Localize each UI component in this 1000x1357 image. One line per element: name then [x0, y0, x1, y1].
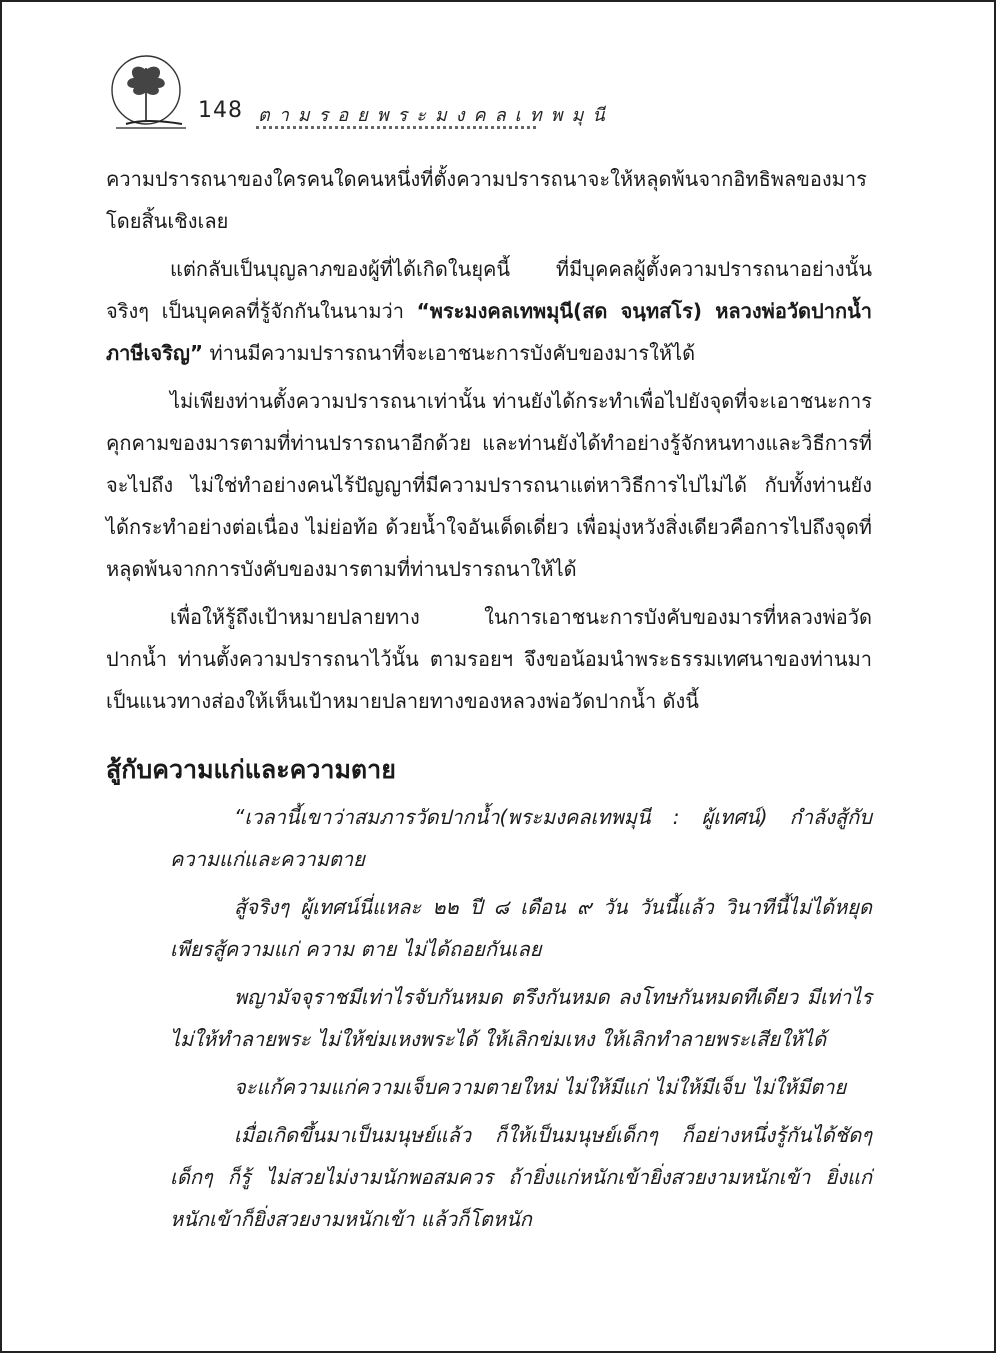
section-heading: สู้กับความแก่และความตาย — [106, 755, 396, 784]
paragraph-2-text-a: แต่กลับเป็นบุญลาภของผู้ที่ได้เกิดในยุคนี้ ที่มีบุคคลผู้ตั้งความปรารถนาอย่างนั้นจริงๆ เป็นบุคคลที่รู้จักกันในนามว่า — [106, 257, 872, 323]
paragraph-2-text-b: ท่านมีความปรารถนาที่จะเอาชนะการบังคับของมารให้ได้ — [203, 341, 696, 365]
quote-paragraph-3: พญามัจจุราชมีเท่าไรจับกันหมด ตรึงกันหมด ลงโทษกันหมดทีเดียว มีเท่าไรไม่ให้ทำลายพระ ไม่ให้ข่มเหงพระได้ ให้เลิกข่มเหง ให้เลิกทำลายพระเสียให้ได้ — [170, 985, 872, 1051]
page-number: 148 — [198, 98, 243, 123]
running-title: ตามรอยพระมงคลเทพมุนี — [258, 105, 614, 126]
paragraph-4: เพื่อให้รู้ถึงเป้าหมายปลายทาง ในการเอาชนะการบังคับของมารที่หลวงพ่อวัดปากน้ำ ท่านตั้งความปรารถนาไว้นั้น ตามรอยฯ จึงขอน้อมนำพระธรรมเทศนาของท่านมาเป็นแนวทางส่องให้เห็นเป้าหมายปลายทางของหลวงพ่อวัดปากน้ำ ดังนี้ — [106, 605, 872, 713]
paragraph-2 — [106, 248, 872, 374]
body-text — [106, 158, 872, 1246]
lotus-tree-logo-icon — [106, 48, 192, 138]
quote-paragraph-5: เมื่อเกิดขึ้นมาเป็นมนุษย์แล้ว ก็ให้เป็นมนุษย์เด็กๆ ก็อย่างหนึ่งรู้กันได้ชัดๆ เด็กๆ ก็รู้ ไม่สวยไม่งามนักพอสมควร ถ้ายิ่งแก่หนักเข้ายิ่งสวยงามหนักเข้า ยิ่งแก่หนักเข้าก็ยิ่งสวยงามหนักเข้า แล้วก็โตหนัก — [170, 1123, 872, 1231]
paragraph-1: ความปรารถนาของใครคนใดคนหนึ่งที่ตั้งความปรารถนาจะให้หลุดพ้นจากอิทธิพลของมารโดยสิ้นเชิงเลย — [106, 167, 867, 233]
quote-paragraph-2: สู้จริงๆ ผู้เทศน์นี่แหละ ๒๒ ปี ๘ เดือน ๙ วัน วันนี้แล้ว วินาทีนี้ไม่ได้หยุด เพียรสู้ความแก่ ความ ตาย ไม่ได้ถอยกันเลย — [170, 895, 872, 961]
paragraph-2-bold-name: “พระมงคลเทพมุนี(สด จนฺทสโร) หลวงพ่อวัดปากน้ำ ภาษีเจริญ” — [106, 299, 872, 365]
quote-paragraph-4: จะแก้ความแก่ความเจ็บความตายใหม่ ไม่ให้มีแก่ ไม่ให้มีเจ็บ ไม่ให้มีตาย — [234, 1075, 847, 1099]
dotted-divider — [256, 126, 536, 129]
quote-paragraph-1: “เวลานี้เขาว่าสมภารวัดปากน้ำ(พระมงคลเทพมุนี : ผู้เทศน์) กำลังสู้กับความแก่และความตาย — [170, 805, 872, 871]
paragraph-3: ไม่เพียงท่านตั้งความปรารถนาเท่านั้น ท่านยังได้กระทำเพื่อไปยังจุดที่จะเอาชนะการคุกคามของมารตามที่ท่านปรารถนาอีกด้วย และท่านยังได้ทำอย่างรู้จักหนทางและวิธีการที่จะไปถึง ไม่ใช่ทำอย่างคนไร้ปัญญาที่มีความปรารถนาแต่หาวิธีการไปไม่ได้ กับทั้งท่านยังได้กระทำอย่างต่อเนื่อง ไม่ย่อท้อ ด้วยน้ำใจอันเด็ดเดี่ยว เพื่อมุ่งหวังสิ่งเดียวคือการไปถึงจุดที่หลุดพ้นจากการบังคับของมารตามที่ท่านปรารถนาให้ได้ — [106, 389, 872, 581]
